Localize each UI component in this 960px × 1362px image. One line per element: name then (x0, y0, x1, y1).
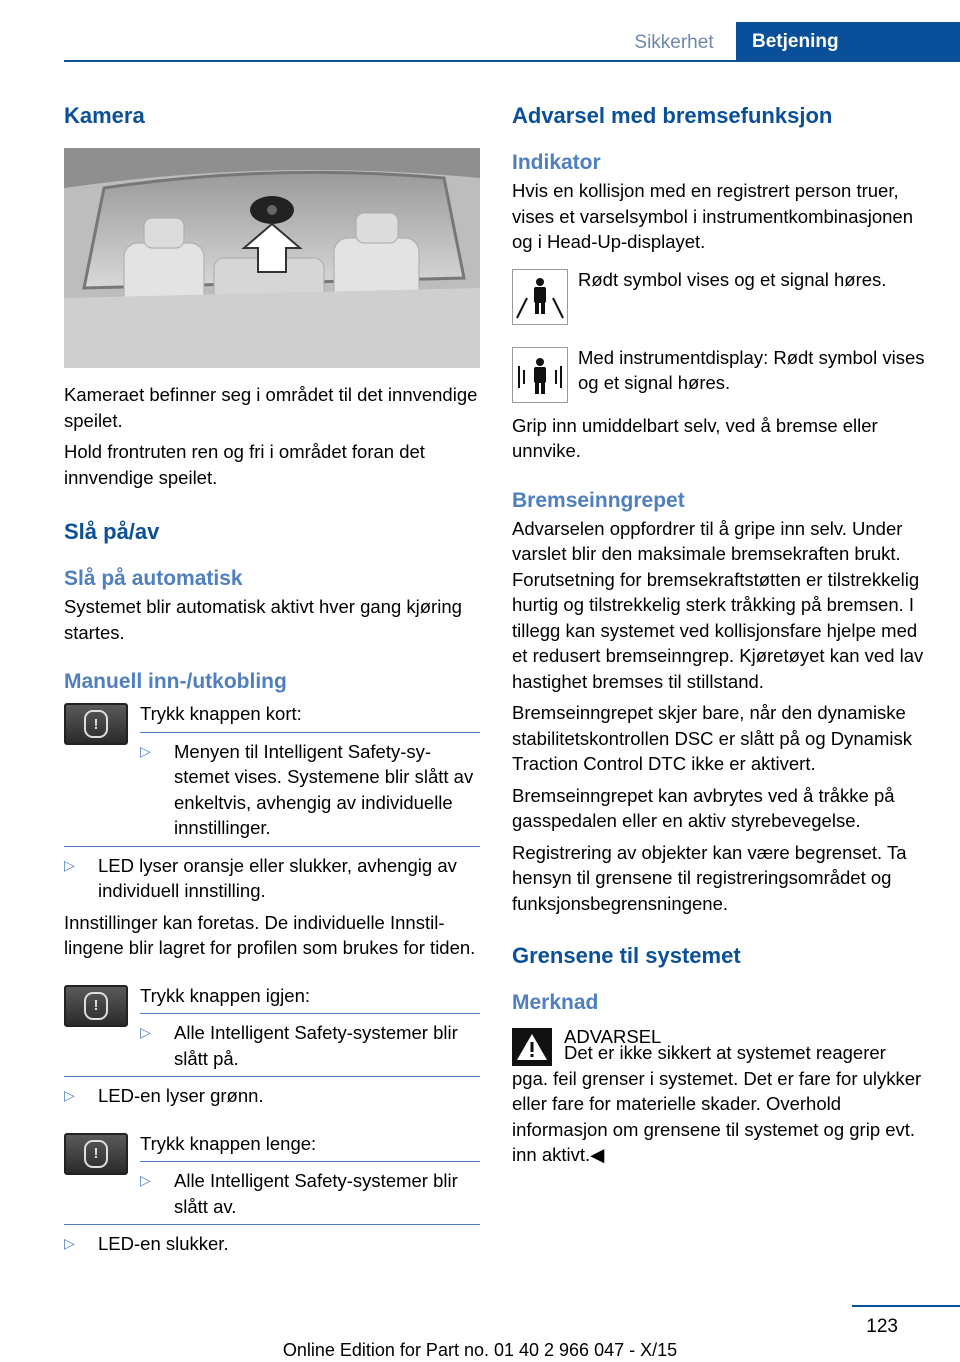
left-column (64, 100, 480, 1257)
auto-paragraph: Systemet blir automatisk aktivt hver gang kjøring startes. (64, 596, 462, 643)
section-title-kamera: Kamera (64, 103, 145, 128)
bullet-text: LED lyser oransje eller slukker, avhengig av individuell innstilling. (98, 854, 457, 901)
list-item (140, 739, 480, 841)
bullet-text: Alle Intelligent Safety-systemer blir slått på. (174, 1022, 458, 1069)
bullet-divider (140, 1013, 480, 1014)
settings-paragraph: Innstillinger kan foretas. De individuelle Innstillingene blir lagret for profilen som brukes for tiden. (64, 911, 476, 958)
triangle-bullet-icon: ▷ (140, 1172, 151, 1188)
bullet-divider (64, 1076, 480, 1077)
section-title-limits: Grensene til systemet (512, 943, 741, 968)
safety-button-icon: ! (64, 1133, 128, 1175)
warning-text: Det er ikke sikkert at systemet reagerer pga. feil grenser i systemet. Det er fare for ulykker eller fare for materielle skader. Overhold informasjon om grensene til systemet og grip evt. inn aktivt.◀ (512, 1042, 922, 1165)
safety-button-icon: ! (64, 985, 128, 1027)
brake-paragraph-2: Bremseinngrepet skjer bare, når den dynamiske stabilitetskontrollen DSC er slått på og Dynamisk Traction Control DTC ikke er aktivert. (512, 702, 912, 774)
intervene-paragraph: Grip inn umiddelbart selv, ved å bremse eller unnvike. (512, 414, 878, 461)
list-item (64, 1083, 480, 1109)
press-short-row (64, 701, 480, 841)
pedestrian-signal-icon (512, 347, 568, 403)
press-again-row (64, 983, 480, 1072)
instrument-display-text: Med instrumentdisplay: Rødt symbol vises og et signal høres. (578, 346, 925, 393)
triangle-bullet-icon: ▷ (140, 742, 151, 759)
list-item (64, 1231, 480, 1257)
triangle-bullet-icon: ▷ (64, 856, 75, 873)
bullet-divider (140, 732, 480, 733)
subsection-title-note: Merknad (512, 991, 599, 1014)
list-item (64, 853, 480, 904)
warning-triangle-icon (512, 1028, 552, 1066)
red-symbol-text: Rødt symbol vises og et signal høres. (578, 268, 887, 290)
bullet-divider (64, 846, 480, 847)
section-title-onoff: Slå på/av (64, 519, 160, 544)
camera-photo (64, 148, 480, 368)
camera-photo-illustration (64, 148, 480, 368)
page-number: 123 (866, 1316, 898, 1337)
press-again-label: Trykk knappen igjen: (140, 984, 311, 1006)
press-long-row (64, 1131, 480, 1220)
list-item (140, 1020, 480, 1071)
subsection-title-manual: Manuell inn-/utkobling (64, 670, 287, 693)
bullet-text: Alle Intelligent Safety-systemer blir slått av. (174, 1170, 458, 1217)
camera-paragraph-2: Hold frontruten ren og fri i området foran det innvendige speilet. (64, 441, 425, 488)
press-long-label: Trykk knappen lenge: (140, 1132, 317, 1154)
section-title-warning: Advarsel med bremsefunksjon (512, 103, 833, 128)
pedestrian-warning-icon (512, 269, 568, 325)
edition-footer: Online Edition for Part no. 01 40 2 966 047 - X/15 (282, 1340, 678, 1360)
instrument-display-row (512, 345, 926, 403)
bullet-divider (64, 1224, 480, 1225)
brake-paragraph-4: Registrering av objekter kan være begrenset. Ta hensyn til grensene til registreringsområdet og funksjonsbegrensningene. (512, 841, 907, 914)
header-rule (64, 60, 960, 62)
tab-betjening[interactable]: Betjening (736, 22, 960, 62)
subsection-title-brake: Bremseinngrepet (512, 488, 685, 512)
press-short-label: Trykk knappen kort: (140, 703, 302, 724)
triangle-bullet-icon: ▷ (140, 1024, 151, 1040)
warning-label: ADVARSEL (564, 1026, 662, 1047)
right-column (512, 100, 926, 1168)
camera-paragraph-1: Kameraet befinner seg i området til det innvendige speilet. (64, 384, 478, 431)
brake-paragraph-1: Advarselen oppfordrer til å gripe inn selv. Under varslet blir den maksimale bremsekraften brukt. Forutsetning for bremsekraftstøtten er tilstrekkelig hurtig og tilstrekkelig sterk tråkking på bremsen. I tillegg kan systemet ved kollisjonsfare hjelpe med et redusert bremseinngrep. Kjøretøyet kan ved lav hastighet bremses til stillstand. (512, 517, 924, 692)
bullet-text: LED-en slukker. (98, 1233, 229, 1254)
bullet-text: Menyen til Intelligent Safety-systemet vises. Systemene blir slått av enkeltvis, avhengig av individuelle innstillinger. (174, 740, 474, 838)
footer-rule (852, 1305, 960, 1307)
list-item (140, 1168, 480, 1219)
subsection-title-indicator: Indikator (512, 151, 601, 174)
tab-sikkerhet[interactable]: Sikkerhet (634, 32, 714, 53)
bullet-divider (140, 1161, 480, 1162)
indicator-paragraph: Hvis en kollisjon med en registrert person truer, vises et varselsymbol i instrumentkombinasjonen og i Head-Up-displayet. (512, 180, 914, 252)
red-symbol-row (512, 267, 926, 325)
safety-button-icon: ! (64, 703, 128, 745)
triangle-bullet-icon: ▷ (64, 1087, 75, 1103)
subsection-title-auto: Slå på automatisk (64, 567, 243, 590)
bullet-text: LED-en lyser grønn. (98, 1085, 264, 1106)
triangle-bullet-icon: ▷ (64, 1235, 75, 1251)
brake-paragraph-3: Bremseinngrepet kan avbrytes ved å tråkke på gasspedalen eller en aktiv styrebevegelse. (512, 784, 895, 831)
